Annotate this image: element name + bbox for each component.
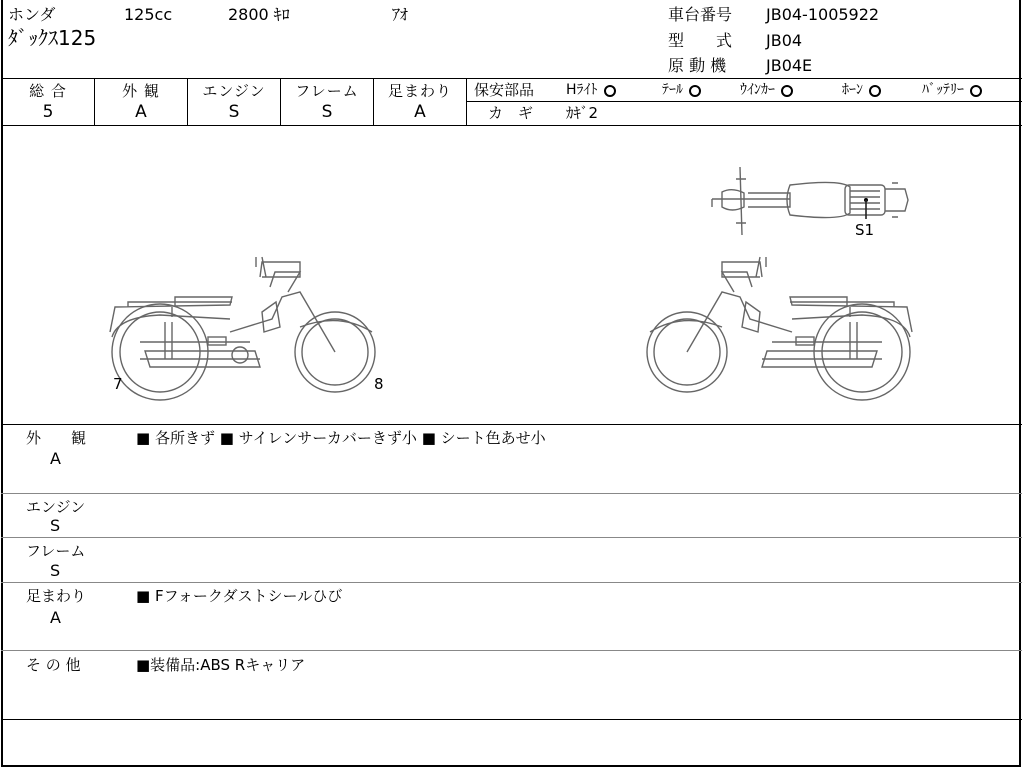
displacement: 125cc bbox=[124, 5, 173, 24]
other-section-label: そ の 他 bbox=[26, 656, 81, 674]
divider bbox=[1, 125, 1022, 126]
maker: ホンダ bbox=[8, 5, 56, 24]
safety-label: 保安部品 bbox=[474, 81, 535, 99]
key-label: カ ギ bbox=[488, 104, 534, 122]
engine-value: JB04E bbox=[766, 56, 813, 75]
engine-label: 原 動 機 bbox=[668, 56, 727, 75]
suspension-section-grade: A bbox=[50, 608, 61, 627]
grade-header-suspension: 足まわり bbox=[387, 82, 452, 100]
grade-header-frame: フレーム bbox=[295, 82, 359, 100]
divider bbox=[1, 78, 1022, 79]
ok-circle-icon bbox=[604, 85, 616, 97]
safety-item-name: ﾎｰﾝ bbox=[842, 82, 863, 98]
ok-circle-icon bbox=[869, 85, 881, 97]
safety-item-headlight bbox=[566, 80, 616, 100]
safety-item-horn bbox=[842, 80, 881, 100]
safety-item-name: Hﾗｲﾄ bbox=[566, 82, 598, 98]
bike-right-view bbox=[647, 257, 912, 400]
safety-item-tail bbox=[662, 80, 701, 100]
mileage: 2800 ｷﾛ bbox=[228, 5, 290, 24]
safety-item-battery bbox=[922, 80, 982, 100]
grade-header-exterior: 外 観 bbox=[122, 82, 160, 100]
grade-exterior: A bbox=[135, 102, 147, 122]
bike-left-view bbox=[110, 257, 375, 400]
frame-section-grade: S bbox=[50, 561, 61, 580]
ok-circle-icon bbox=[970, 85, 982, 97]
safety-item-name: ｳｲﾝｶｰ bbox=[740, 82, 775, 98]
model-name: ﾀﾞｯｸｽ125 bbox=[8, 26, 97, 50]
divider bbox=[1, 493, 1022, 494]
grade-frame: S bbox=[321, 102, 333, 122]
type-value: JB04 bbox=[766, 31, 803, 50]
grade-header-engine: エンジン bbox=[202, 82, 266, 100]
grade-total: 5 bbox=[42, 102, 54, 122]
frame-section-label: フレーム bbox=[26, 542, 86, 560]
divider bbox=[1, 719, 1022, 720]
bike-top-view bbox=[712, 167, 908, 235]
suspension-notes: ■ Fフォークダストシールひび bbox=[136, 587, 343, 605]
grade-suspension: A bbox=[414, 102, 426, 122]
frame-no-label: 車台番号 bbox=[668, 5, 733, 24]
ok-circle-icon bbox=[781, 85, 793, 97]
engine-section-grade: S bbox=[50, 516, 61, 535]
safety-item-winker bbox=[740, 80, 793, 100]
other-notes: ■装備品:ABS Rキャリア bbox=[136, 656, 306, 674]
color: ｱｵ bbox=[392, 5, 409, 24]
key-value: ｶｷﾞ2 bbox=[566, 104, 599, 122]
type-label: 型 式 bbox=[668, 31, 733, 50]
safety-item-name: ﾃｰﾙ bbox=[662, 82, 683, 98]
grade-header-total: 総 合 bbox=[29, 82, 67, 100]
marker-7: 7 bbox=[113, 375, 123, 393]
marker-8: 8 bbox=[374, 375, 384, 393]
safety-item-name: ﾊﾞｯﾃﾘｰ bbox=[922, 82, 964, 98]
divider bbox=[1, 650, 1022, 651]
frame-no: JB04-1005922 bbox=[766, 5, 880, 24]
marker-s1: S1 bbox=[855, 221, 875, 239]
bike-diagram bbox=[0, 127, 1022, 423]
exterior-grade: A bbox=[50, 449, 61, 468]
ok-circle-icon bbox=[689, 85, 701, 97]
grade-engine: S bbox=[228, 102, 240, 122]
divider bbox=[1, 424, 1022, 425]
divider bbox=[1, 537, 1022, 538]
exterior-notes: ■ 各所きず ■ サイレンサーカバーきず小 ■ シート色あせ小 bbox=[136, 429, 546, 447]
suspension-section-label: 足まわり bbox=[26, 587, 87, 605]
divider bbox=[467, 101, 1022, 102]
exterior-label: 外 観 bbox=[26, 429, 87, 447]
engine-section-label: エンジン bbox=[26, 498, 86, 516]
divider bbox=[1, 582, 1022, 583]
